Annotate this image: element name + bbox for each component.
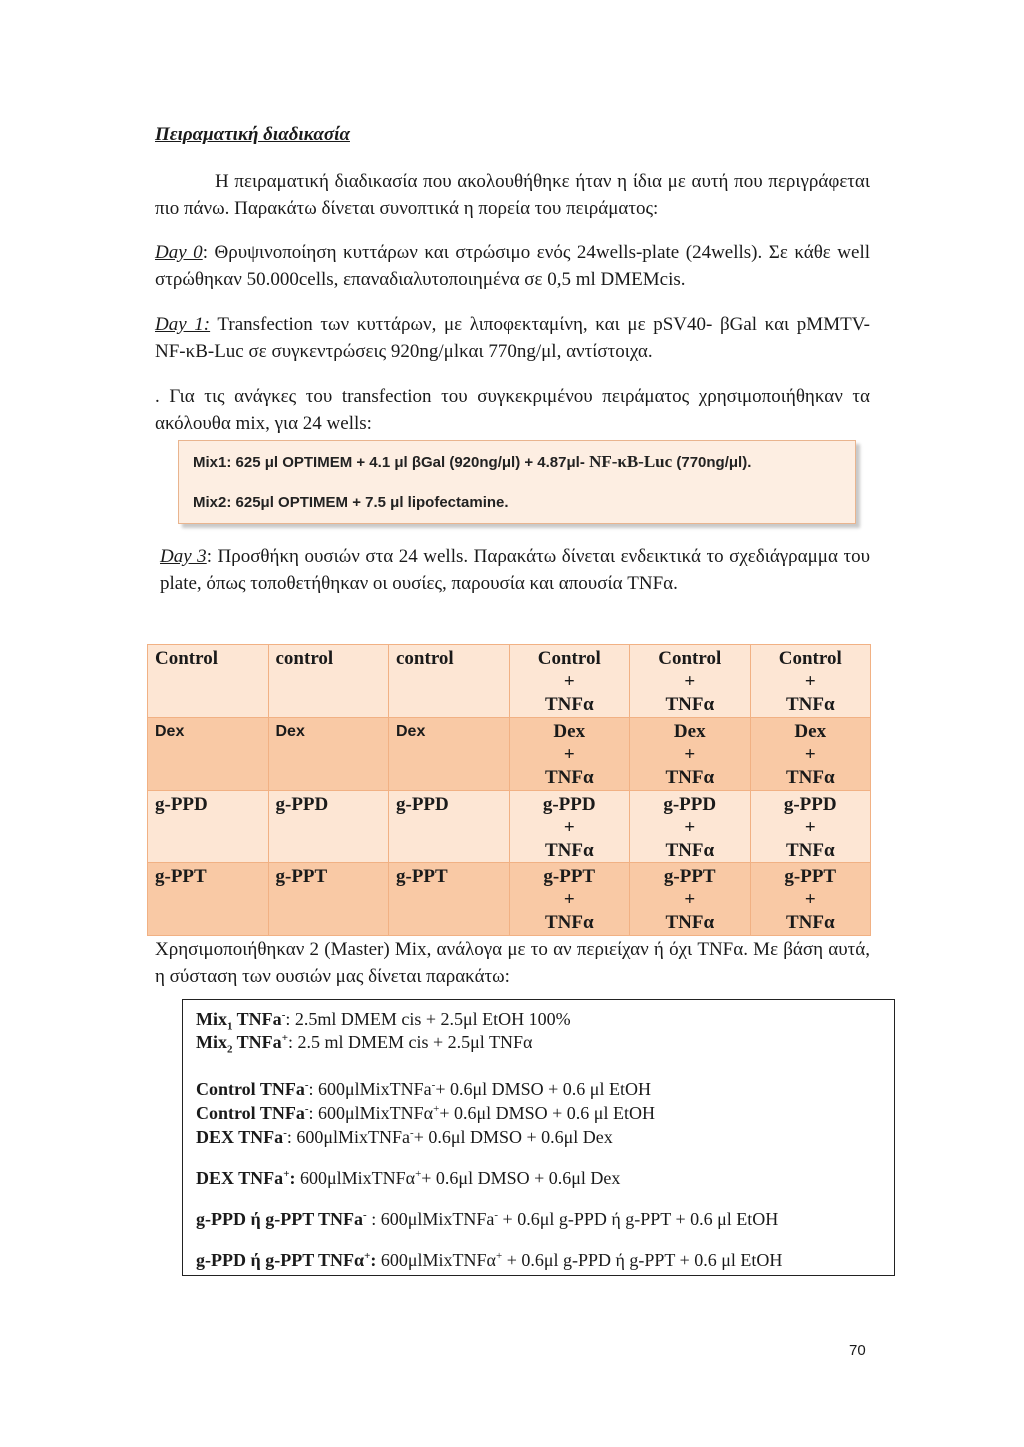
well-substance: g-PPD (275, 793, 329, 815)
well-substance: Dex (673, 720, 706, 742)
well-substance: Dex (553, 720, 586, 742)
well-substance: control (275, 648, 334, 669)
well-substance: Dex (275, 722, 305, 740)
well-plus: + (563, 743, 575, 765)
plate-well (630, 790, 751, 863)
plate-well (509, 645, 630, 718)
plate-well (630, 717, 751, 790)
well-tnf: TNFα (544, 912, 594, 934)
well-plus: + (684, 889, 696, 911)
plate-row (148, 717, 871, 790)
composition-control-2: Control TNFa-: 600μlMixTNFα++ 0.6μl DMSO + 0.6 μl EtOH (196, 1103, 655, 1123)
well-tnf: TNFα (665, 694, 715, 715)
plate-well (750, 645, 871, 718)
plate-well (509, 717, 630, 790)
plate-row (148, 645, 871, 718)
plate-layout-table (147, 644, 871, 936)
well-tnf: TNFα (665, 912, 715, 934)
day3-label: Day 3 (160, 546, 207, 567)
plate-well (750, 790, 871, 863)
well-plus: + (684, 743, 696, 765)
day1-text: Transfection των κυττάρων, με λιποφεκταμίνη, και με pSV40- βGal και pMMTV- NF-κB-Luc σε συγκεντρώσεις 920ng/μlκαι 770ng/μl, αντίστοιχα. (155, 314, 870, 362)
plate-well (750, 863, 871, 936)
mix1-concentration: (770ng/μl). (672, 454, 752, 471)
well-substance: g-PPD (155, 793, 208, 815)
well-plus: + (563, 816, 575, 838)
well-substance: g-PPT (784, 866, 837, 888)
well-substance: g-PPD (396, 793, 449, 815)
well-plus: + (804, 671, 816, 692)
well-substance: g-PPT (396, 866, 448, 888)
day1-label: Day 1: (155, 314, 211, 335)
plate-well (268, 645, 389, 718)
well-substance: g-PPT (155, 866, 207, 888)
plate-well (509, 790, 630, 863)
plate-row (148, 863, 871, 936)
day0-text: : Θρυψινοποίηση κυττάρων και στρώσιμο ενός 24wells-plate (24wells). Σε κάθε well στρώθηκαν 50.000cells, επαναδιαλυτοποιημένα σε 0,5 ml DMEMcis. (155, 242, 871, 290)
mix1-text: Mix1: 625 μl OPTIMEM + 4.1 μl βGal (920ng/μl) + 4.87μl- (193, 454, 585, 471)
well-substance: Control (778, 648, 842, 669)
plate-well (509, 863, 630, 936)
well-plus: + (563, 889, 575, 911)
plate-well (268, 790, 389, 863)
well-substance: Control (658, 648, 722, 669)
plate-well (389, 790, 510, 863)
well-substance: g-PPD (783, 793, 837, 815)
mix-intro-paragraph: . Για τις ανάγκες του transfection του συγκεκριμένου πειράματος χρησιμοποιήθηκαν τα ακόλουθα mix, για 24 wells: (155, 386, 870, 434)
well-substance: Dex (794, 720, 827, 742)
plate-row (148, 790, 871, 863)
composition-dex-minus: DEX TNFa-: 600μlMixTNFa-+ 0.6μl DMSO + 0.6μl Dex (196, 1127, 613, 1147)
plate-well (630, 645, 751, 718)
well-substance: g-PPT (663, 866, 716, 888)
well-plus: + (563, 671, 575, 692)
well-tnf: TNFα (665, 766, 715, 788)
plate-well (148, 645, 269, 718)
composition-control-1: Control TNFa-: 600μlMixTNFa-+ 0.6μl DMSO + 0.6 μl EtOH (196, 1079, 651, 1099)
well-substance: Control (537, 648, 601, 669)
well-tnf: TNFα (544, 839, 594, 861)
plate-well (148, 717, 269, 790)
well-plus: + (684, 816, 696, 838)
composition-dex-plus: DEX TNFa+: 600μlMixTNFα++ 0.6μl DMSO + 0.6μl Dex (196, 1168, 621, 1188)
well-tnf: TNFα (544, 766, 594, 788)
composition-mix1: Mix$_1$ TNFa-: 2.5ml DMEM cis + 2.5μl EtOH 100% (196, 1009, 571, 1033)
mix1-line (193, 452, 751, 472)
well-tnf: TNFα (785, 912, 835, 934)
composition-box (182, 999, 895, 1276)
plate-well (148, 790, 269, 863)
mix1-reporter: NF-κB-Luc (584, 452, 673, 471)
plate-well (389, 645, 510, 718)
page-number: 70 (849, 1342, 866, 1359)
day3-text: : Προσθήκη ουσιών στα 24 wells. Παρακάτω δίνεται ενδεικτικά το σχεδιάγραμμα του plate, όπως τοποθετήθηκαν οι ουσίες, παρουσία και απουσία TNFα. (160, 546, 871, 594)
well-substance: Dex (396, 722, 426, 740)
well-tnf: TNFα (785, 839, 835, 861)
well-substance: g-PPD (542, 793, 596, 815)
plate-well (268, 717, 389, 790)
plate-well (750, 717, 871, 790)
plate-well (630, 863, 751, 936)
well-tnf: TNFα (665, 839, 715, 861)
well-substance: g-PPT (275, 866, 328, 888)
well-plus: + (804, 816, 816, 838)
day0-paragraph (155, 239, 870, 293)
mix2-line: Mix2: 625μl OPTIMEM + 7.5 μl lipofectamine. (193, 494, 509, 511)
well-plus: + (804, 743, 816, 765)
well-substance: control (396, 648, 454, 669)
composition-gppd-plus: g-PPD ή g-PPT TNFα+: 600μlMixTNFα+ + 0.6μl g-PPD ή g-PPT + 0.6 μl EtOH (196, 1250, 783, 1270)
composition-mix2: Mix$_2$ TNFa+: 2.5 ml DMEM cis + 2.5μl TNFα (196, 1032, 533, 1056)
well-plus: + (804, 889, 816, 911)
plate-well (389, 863, 510, 936)
well-substance: Dex (155, 722, 185, 740)
well-tnf: TNFα (544, 694, 594, 715)
section-heading: Πειραματική διαδικασία (155, 124, 350, 145)
composition-gppd-minus: g-PPD ή g-PPT TNFa- : 600μlMixTNFa- + 0.6μl g-PPD ή g-PPT + 0.6 μl EtOH (196, 1209, 779, 1229)
well-substance: g-PPT (543, 866, 596, 888)
day0-label: Day 0 (155, 242, 203, 263)
after-table-paragraph: Χρησιμοποιήθηκαν 2 (Master) Mix, ανάλογα με το αν περιείχαν ή όχι TNFα. Με βάση αυτά, η σύσταση των ουσιών μας δίνεται παρακάτω: (155, 939, 870, 987)
well-substance: Control (155, 648, 218, 669)
well-tnf: TNFα (785, 766, 835, 788)
well-substance: g-PPD (663, 793, 717, 815)
plate-well (389, 717, 510, 790)
transfection-mix-box (178, 440, 856, 524)
plate-well (148, 863, 269, 936)
plate-well (268, 863, 389, 936)
intro-paragraph: Η πειραματική διαδικασία που ακολουθήθηκε ήταν η ίδια με αυτή που περιγράφεται πιο πάνω. Παρακάτω δίνεται συνοπτικά η πορεία του πειράματος: (155, 171, 870, 219)
well-plus: + (684, 671, 696, 692)
day1-paragraph (155, 311, 870, 365)
well-tnf: TNFα (785, 694, 835, 715)
day3-paragraph (160, 543, 870, 597)
